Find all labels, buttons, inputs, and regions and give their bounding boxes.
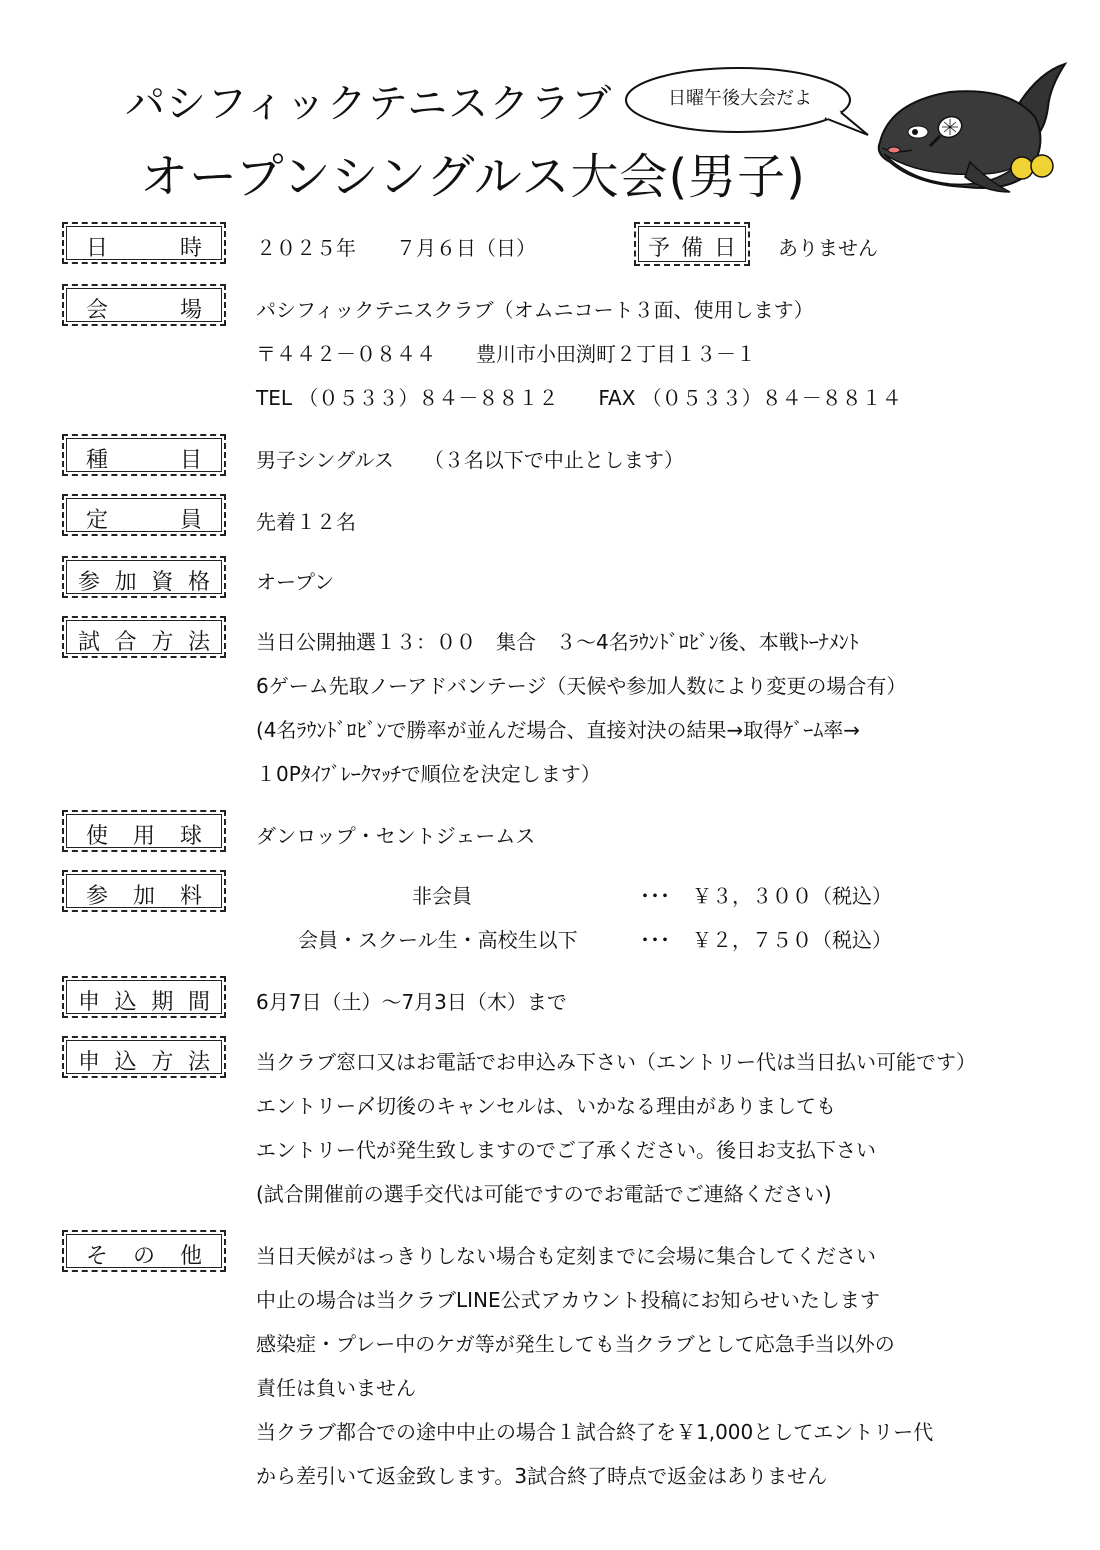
other-line: から差引いて返金致します。3試合終了時点で返金はありません xyxy=(256,1464,828,1488)
fee-label: 参 加 料 xyxy=(62,870,226,912)
other-line: 当日天候がはっきりしない場合も定刻までに会場に集合してください xyxy=(256,1244,876,1268)
format-line: 6ゲーム先取ノーアドバンテージ（天候や参加人数により変更の場合有） xyxy=(256,674,907,698)
club-name: パシフィックテニスクラブ xyxy=(125,81,613,127)
orca-mascot-icon xyxy=(870,62,1070,202)
venue-line: パシフィックテニスクラブ（オムニコート３面、使用します） xyxy=(256,298,814,322)
fee-item-name: 会員・スクール生・高校生以下 xyxy=(298,928,578,952)
other-line: 責任は負いません xyxy=(256,1376,416,1400)
fee-item-dots: ･･･ xyxy=(640,928,670,952)
capacity-value: 先着１２名 xyxy=(256,510,356,534)
apply-line: (試合開催前の選手交代は可能ですのでお電話でご連絡ください) xyxy=(256,1182,832,1206)
fee-item-price: ￥３，３００（税込） xyxy=(692,884,892,908)
other-line: 中止の場合は当クラブLINE公式アカウント投稿にお知らせいたします xyxy=(256,1288,880,1312)
period-label: 申 込 期 間 xyxy=(62,976,226,1018)
date-label: 日 時 xyxy=(62,222,226,264)
format-line: (4名ﾗｳﾝﾄﾞﾛﾋﾞﾝで勝率が並んだ場合、直接対決の結果→取得ｹﾞｰﾑ率→ xyxy=(256,718,861,742)
other-line: 当クラブ都合での途中中止の場合１試合終了を￥1,000としてエントリー代 xyxy=(256,1420,934,1444)
eligibility-label: 参 加 資 格 xyxy=(62,556,226,598)
apply-line: 当クラブ窓口又はお電話でお申込み下さい（エントリー代は当日払い可能です） xyxy=(256,1050,976,1074)
ball-label: 使 用 球 xyxy=(62,810,226,852)
apply-line: エントリー〆切後のキャンセルは、いかなる理由がありましても xyxy=(256,1094,836,1118)
apply-line: エントリー代が発生致しますのでご了承ください。後日お支払下さい xyxy=(256,1138,876,1162)
format-line: １0Pﾀｲﾌﾞﾚｰｸﾏｯﾁで順位を決定します） xyxy=(256,762,601,786)
fee-item-dots: ･･･ xyxy=(640,884,670,908)
eligibility-value: オープン xyxy=(256,570,335,594)
speech-bubble xyxy=(620,60,870,200)
reserve-day-value: ありません xyxy=(778,236,878,260)
venue-address: 〒４４２－０８４４ 豊川市小田渕町２丁目１３－１ xyxy=(256,342,756,366)
venue-label: 会 場 xyxy=(62,284,226,326)
date-value: ２０２５年 ７月６日（日） xyxy=(256,236,536,260)
other-label: そ の 他 xyxy=(62,1230,226,1272)
venue-phone-fax: TEL （０５３３）８４－８８１２ FAX （０５３３）８４－８８１４ xyxy=(256,386,902,410)
format-label: 試 合 方 法 xyxy=(62,616,226,658)
format-line: 当日公開抽選１３：００ 集合 ３～4名ﾗｳﾝﾄﾞﾛﾋﾞﾝ後、本戦ﾄｰﾅﾒﾝﾄ xyxy=(256,630,859,654)
category-label: 種 目 xyxy=(62,434,226,476)
apply-label: 申 込 方 法 xyxy=(62,1036,226,1078)
other-line: 感染症・プレー中のケガ等が発生しても当クラブとして応急手当以外の xyxy=(256,1332,895,1356)
capacity-label: 定 員 xyxy=(62,494,226,536)
event-title: オープンシングルス大会(男子) xyxy=(140,149,806,205)
ball-value: ダンロップ・セントジェームス xyxy=(256,824,536,848)
category-value: 男子シングルス （３名以下で中止とします） xyxy=(256,448,684,472)
speech-bubble-text: 日曜午後大会だよ xyxy=(668,88,812,109)
period-value: 6月7日（土）～7月3日（木）まで xyxy=(256,990,567,1014)
fee-item-name: 非会員 xyxy=(412,884,472,908)
reserve-day-label: 予 備 日 xyxy=(634,222,750,266)
fee-item-price: ￥２，７５０（税込） xyxy=(692,928,892,952)
